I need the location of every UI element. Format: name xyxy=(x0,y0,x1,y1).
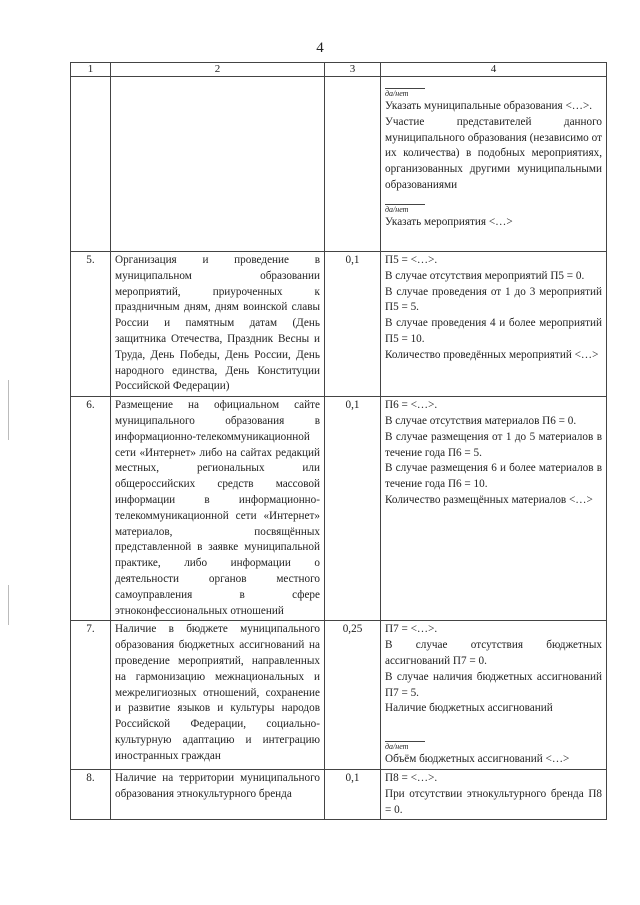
evaluation-line: П6 = <…>. xyxy=(385,399,438,412)
scan-artifact xyxy=(8,380,9,440)
column-header: 1 xyxy=(71,63,111,77)
yes-no-caption: да/нет xyxy=(385,742,409,752)
evaluation-cell xyxy=(381,769,607,819)
evaluation-line: В случае размещения 6 и более материалов в течение года П6 = 10. xyxy=(385,462,602,491)
criterion-text: Наличие на территории муниципального образования этнокультурного бренда xyxy=(111,769,325,819)
evaluation-line: Указать муниципальные образования <…>. xyxy=(385,100,593,112)
row-number: 8. xyxy=(71,769,111,819)
spacer xyxy=(385,717,602,731)
evaluation-cell xyxy=(381,252,607,397)
evaluation-cell xyxy=(381,397,607,621)
evaluation-cell xyxy=(381,77,607,252)
evaluation-cell xyxy=(381,621,607,770)
weight-value: 0,1 xyxy=(325,397,381,621)
table-row xyxy=(71,769,607,819)
criteria-table xyxy=(70,62,607,820)
evaluation-line: В случае проведения от 1 до 3 мероприятий П5 = 5. xyxy=(385,285,602,314)
evaluation-line: В случае наличия бюджетных ассигнований П7 = 5. xyxy=(385,670,602,699)
evaluation-line: Количество проведённых мероприятий <…> xyxy=(385,348,599,361)
weight-value: 0,25 xyxy=(325,621,381,770)
evaluation-line: П7 = <…>. xyxy=(385,623,438,636)
table-row xyxy=(71,397,607,621)
answer-blank xyxy=(385,732,425,742)
weight-value xyxy=(325,77,381,252)
evaluation-line: В случае отсутствия бюджетных ассигнований П7 = 0. xyxy=(385,639,602,667)
evaluation-line: Наличие бюджетных ассигнований xyxy=(385,702,553,715)
answer-blank xyxy=(385,79,425,89)
table-row xyxy=(71,252,607,397)
criterion-text: Наличие в бюджете муниципального образования бюджетных ассигнований на проведение мероприятий, направленных на гармонизацию межнациональных и межрелигиозных отношений, сохранение и развитие языков и культуры народов Российской Федерации, социально-культурную адаптацию и интеграцию иностранных граждан xyxy=(111,621,325,770)
yes-no-caption: да/нет xyxy=(385,89,409,98)
evaluation-line: Указать мероприятия <…> xyxy=(385,215,513,228)
scan-artifact xyxy=(8,585,9,625)
criterion-text: Организация и проведение в муниципальном образовании мероприятий, приуроченных к праздничным дням, дням воинской славы России и памятным датам (День защитника Отечества, Праздник Весны и Труда, День Победы, День России, День народного единства, День Конституции Российской Федерации) xyxy=(111,252,325,397)
column-header: 2 xyxy=(111,63,325,77)
yes-no-caption: да/нет xyxy=(385,204,409,214)
table-header-row xyxy=(71,63,607,77)
evaluation-line: В случае проведения 4 и более мероприятий П5 = 10. xyxy=(385,317,602,345)
answer-blank xyxy=(385,195,425,205)
weight-value: 0,1 xyxy=(325,769,381,819)
row-number: 6. xyxy=(71,397,111,621)
weight-value: 0,1 xyxy=(325,252,381,397)
page-number: 4 xyxy=(316,40,324,56)
row-number: 5. xyxy=(71,252,111,397)
evaluation-line: В случае отсутствия материалов П6 = 0. xyxy=(385,414,577,427)
criterion-text xyxy=(111,77,325,252)
evaluation-line: При отсутствии этнокультурного бренда П8 = 0. xyxy=(385,787,602,816)
table-row xyxy=(71,621,607,770)
evaluation-line: Объём бюджетных ассигнований <…> xyxy=(385,753,570,766)
column-header: 3 xyxy=(325,63,381,77)
evaluation-line: П8 = <…>. xyxy=(385,771,438,784)
evaluation-line: В случае размещения от 1 до 5 материалов в течение года П6 = 5. xyxy=(385,430,602,459)
row-number: 7. xyxy=(71,621,111,770)
column-header: 4 xyxy=(381,63,607,77)
evaluation-line: В случае отсутствия мероприятий П5 = 0. xyxy=(385,269,585,282)
evaluation-line: П5 = <…>. xyxy=(385,254,438,266)
table-row xyxy=(71,77,607,252)
evaluation-line: Количество размещённых материалов <…> xyxy=(385,493,593,506)
criterion-text: Размещение на официальном сайте муниципального образования в информационно-телекоммуникационной сети «Интернет» либо на сайтах редакций местных, региональных или общероссийских средств массовой информации в информационно-телекоммуникационной сети «Интернет» материалов, посвящённых представленной в заявке муниципальной практике, либо информации о деятельности органов местного самоуправления в сфере этноконфессиональных отношений xyxy=(111,397,325,621)
row-number xyxy=(71,77,111,252)
evaluation-line: Участие представителей данного муниципального образования (независимо от их количества) в подобных мероприятиях, организованных другими муниципальными образованиями xyxy=(385,115,602,191)
